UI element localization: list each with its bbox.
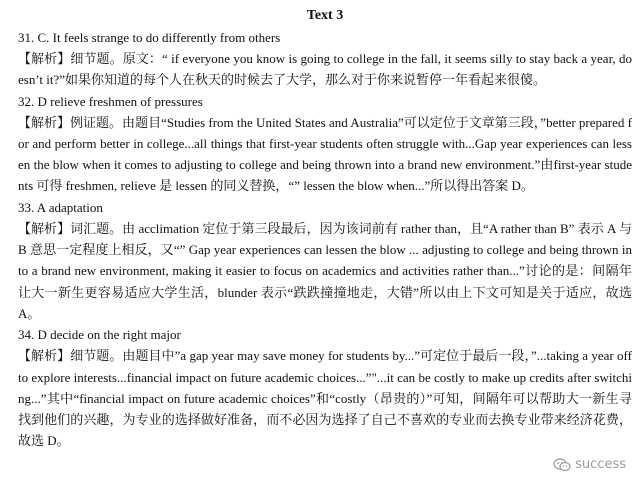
question-31: 31. C. It feels strange to do differently from others <box>18 30 281 45</box>
watermark <box>553 457 626 472</box>
question-34: 34. D decide on the right major <box>18 327 181 343</box>
analysis-tag: 【解析】 <box>18 51 71 66</box>
question-33: 33. A adaptation <box>18 199 103 215</box>
explanation-31 <box>18 48 632 91</box>
explanation-33 <box>18 218 632 324</box>
document-title: Text 3 <box>306 8 344 23</box>
question-32: 32. D relieve freshmen of pressures <box>18 93 203 109</box>
explanation-text: 词汇题。由 acclimation 定位于第三段最后，因为该词前有 rather than，且“A rather than B” 表示 A 与 B 意思一定程度上相反，又“” Gap year experiences can lessen the blow ... adjusting to college and being thrown into a brand new environment, making it easier to focus on academics and activities rather than...”讨论的是：间隔年让大一新生更容易适应大学生活，blunder 表示“跌跌撞撞地走，大错”所以由上下文可知是关于适应，故选 A。 <box>18 220 632 321</box>
watermark-text: success <box>575 457 626 472</box>
analysis-tag: 【解析】 <box>18 348 71 364</box>
explanation-32 <box>18 112 632 197</box>
explanation-34 <box>18 345 632 451</box>
analysis-tag: 【解析】 <box>18 114 71 130</box>
explanation-text: 细节题。由题目中”a gap year may save money for students by...”可定位于最后一段，”...taking a year off to explore interests...financial impact on future academic choices...”"...it can be costly to make up credits after switching...”其中“financial impact on future academic choices”和“costly（昂贵的）”可知，间隔年可以帮助大一新生寻找到他们的兴趣，为专业的选择做好准备，而不必因为选择了自己不喜欢的专业而去换专业带来经济花费，故选 D。 <box>18 348 632 449</box>
explanation-text: 例证题。由题目“Studies from the United States and Australia”可以定位于文章第三段，”better prepared for and perform better in college...all things that first-year students often struggle with...Gap year experiences can lessen the blow when it comes to adjusting to college and being thrown into a brand new environment.”由first-year students 可得 freshmen, relieve 是 lessen 的同义替换，“” lessen the blow when...”所以得出答案 D。 <box>18 114 632 194</box>
explanation-text: 细节题。原文：“ if everyone you know is going to college in the fall, it seems silly to stay back a year, doesn’t it?”如果你知道的每个人在秋天的时候去了大学，那么对于你来说暂停一年看起来很傻。 <box>18 51 632 88</box>
wechat-icon <box>553 458 571 472</box>
analysis-tag: 【解析】 <box>18 220 71 236</box>
